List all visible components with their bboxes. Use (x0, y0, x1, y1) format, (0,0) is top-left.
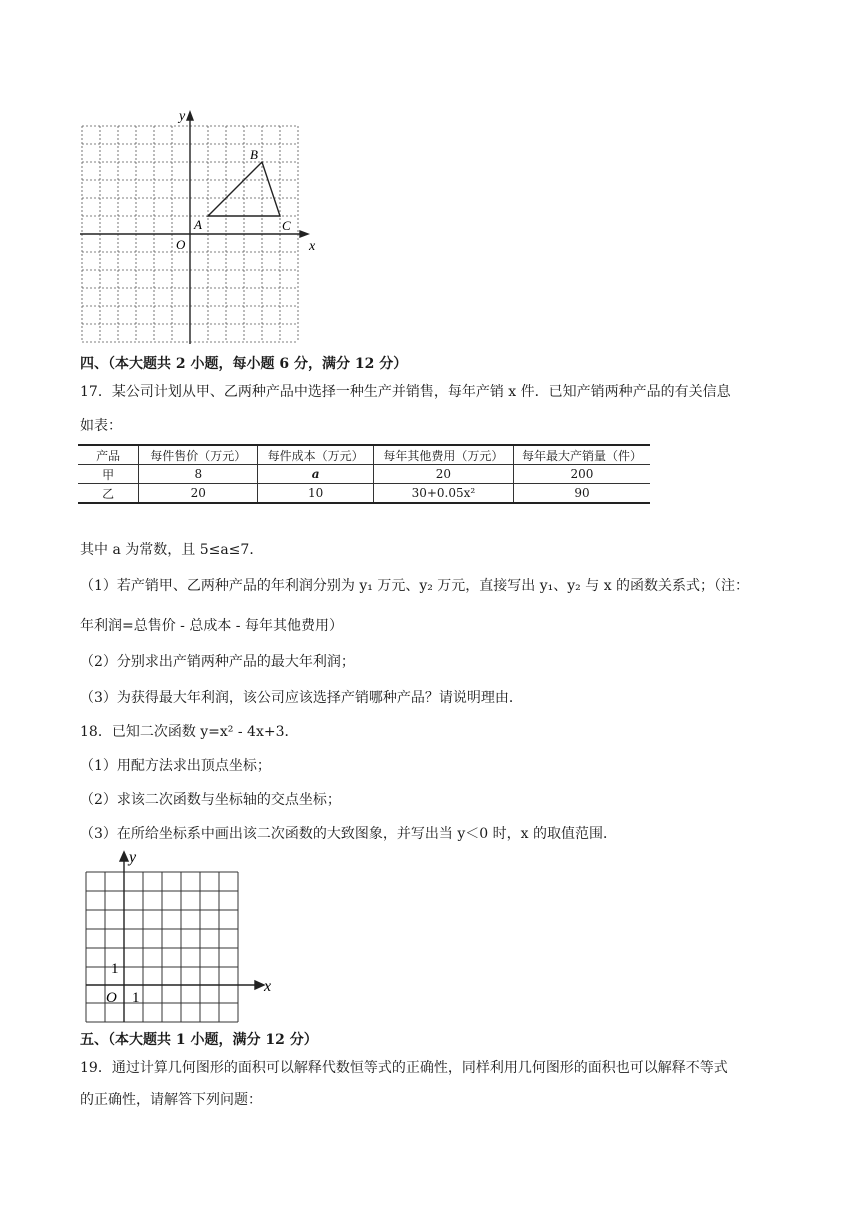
table-header-cell: 每件售价（万元） (139, 445, 258, 465)
q17-part3: （3）为获得最大年利润，该公司应该选择产销哪种产品？请说明理由． (80, 690, 523, 706)
point-b-label: B (250, 147, 258, 162)
table-cell: 甲 (78, 465, 139, 484)
table-header-cell: 每件成本（万元） (258, 445, 373, 465)
origin-label: O (106, 990, 117, 1006)
origin-label: O (176, 237, 186, 252)
q17-condition: 其中 a 为常数，且 5≤a≤7． (80, 542, 264, 558)
table-header-cell: 每年最大产销量（件） (513, 445, 650, 465)
table-cell: 20 (373, 465, 513, 484)
triangle-grid-figure (78, 108, 322, 348)
unit-x-label: 1 (132, 990, 140, 1006)
table-cell: a (258, 465, 373, 484)
product-info-table (78, 444, 650, 504)
y-axis-label: y (179, 109, 186, 124)
table-cell: 10 (258, 484, 373, 504)
q17-part1-line2: 年利润=总售价 - 总成本 - 每年其他费用） (80, 618, 343, 634)
table-cell: 200 (513, 465, 650, 484)
x-axis-label: x (309, 239, 316, 254)
table-cell: 30+0.05x² (373, 484, 513, 504)
q17-line2: 如表： (80, 418, 122, 434)
table-cell: 8 (139, 465, 258, 484)
quadratic-grid-figure (78, 848, 278, 1026)
y-axis-label: y (129, 849, 137, 866)
point-c-label: C (282, 218, 291, 233)
table-row (78, 484, 650, 504)
table-header-cell: 产品 (78, 445, 139, 465)
section-5-heading: 五、（本大题共 1 小题，满分 12 分） (80, 1032, 318, 1048)
unit-y-label: 1 (111, 961, 119, 977)
table-cell: 乙 (78, 484, 139, 504)
point-a-label: A (194, 217, 202, 232)
q19-line1: 19．通过计算几何图形的面积可以解释代数恒等式的正确性，同样利用几何图形的面积也可以解释不等式 (80, 1060, 728, 1076)
q19-line2: 的正确性，请解答下列问题： (80, 1092, 262, 1108)
table-header-row (78, 445, 650, 465)
table-cell: 20 (139, 484, 258, 504)
table-cell: 90 (513, 484, 650, 504)
q18-part1: （1）用配方法求出顶点坐标； (80, 758, 271, 774)
q18-line1: 18．已知二次函数 y=x² - 4x+3． (80, 724, 299, 740)
q17-part2: （2）分别求出产销两种产品的最大年利润； (80, 654, 355, 670)
section-4-heading: 四、（本大题共 2 小题，每小题 6 分，满分 12 分） (80, 356, 408, 372)
q18-part2: （2）求该二次函数与坐标轴的交点坐标； (80, 792, 341, 808)
q17-part1-line1: （1）若产销甲、乙两种产品的年利润分别为 y₁ 万元、y₂ 万元，直接写出 y₁、y₂ 与 x 的函数关系式；（注： (80, 578, 750, 594)
q17-line1: 17．某公司计划从甲、乙两种产品中选择一种生产并销售，每年产销 x 件．已知产销两种产品的有关信息 (80, 384, 731, 400)
x-axis-label: x (264, 978, 272, 995)
table-header-cell: 每年其他费用（万元） (373, 445, 513, 465)
table-row (78, 465, 650, 484)
q18-part3: （3）在所给坐标系中画出该二次函数的大致图象，并写出当 y＜0 时，x 的取值范围． (80, 826, 617, 842)
